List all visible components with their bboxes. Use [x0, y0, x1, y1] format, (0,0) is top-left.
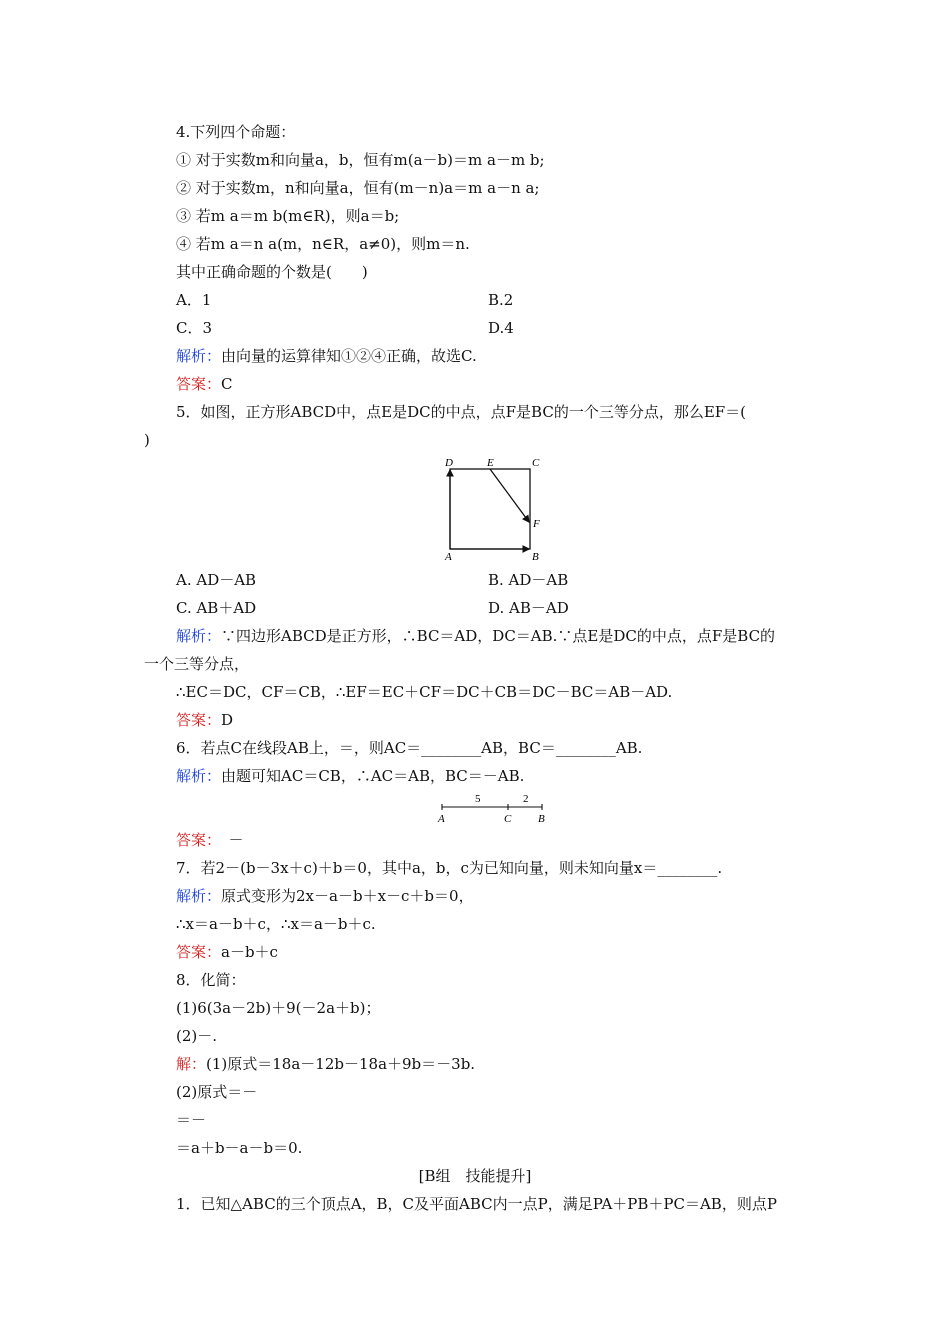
q8-stem: 8．化简：	[176, 971, 246, 989]
q4-item-4: ④ 若m a＝n a(m，n∈R，a≠0)，则m＝n.	[176, 235, 470, 253]
analysis-text: ∵四边形ABCD是正方形，∴BC＝AD，DC＝AB.∵点E是DC的中点，点F是BC的	[221, 627, 776, 645]
q8-solution4: ＝a＋b－a－b＝0.	[176, 1139, 303, 1157]
q8-solution3: ＝－	[176, 1111, 207, 1129]
q5-analysis-line2: 一个三等分点，	[144, 655, 250, 673]
label-A: A	[438, 813, 445, 825]
answer-text: －	[213, 831, 244, 849]
answer-label: 答案：	[176, 943, 222, 961]
q7-stem: 7．若2－(b－3x＋c)＋b＝0，其中a，b，c为已知向量，则未知向量x＝________.	[176, 859, 723, 877]
label-B: B	[538, 813, 545, 825]
q5-square-figure	[436, 455, 548, 563]
q4-option-c: C．3	[176, 319, 213, 337]
answer-text: D	[221, 711, 234, 729]
q6-answer	[176, 830, 244, 850]
label-B: B	[532, 551, 539, 563]
label-C: C	[532, 457, 540, 469]
answer-text: a－b＋c	[221, 943, 278, 961]
q8-part1: (1)6(3a－2b)＋9(－2a＋b)；	[176, 999, 381, 1017]
q6-segment-figure	[432, 790, 552, 826]
q8-solution2: (2)原式＝－	[176, 1083, 258, 1101]
q4-stem: 4.下列四个命题：	[176, 123, 296, 141]
answer-label: 答案：	[176, 831, 214, 849]
answer-label: 答案：	[176, 375, 222, 393]
q6-stem: 6．若点C在线段AB上，＝，则AC＝________AB，BC＝________AB.	[176, 739, 643, 757]
q4-item-1: ① 对于实数m和向量a，b，恒有m(a－b)＝m a－m b;	[176, 151, 545, 169]
b1-stem: 1．已知△ABC的三个顶点A，B，C及平面ABC内一点P，满足PA＋PB＋PC＝AB，则点P	[176, 1195, 777, 1213]
q7-answer	[176, 942, 278, 962]
q4-option-b: B.2	[488, 291, 514, 309]
answer-text: C	[221, 375, 233, 393]
label-E: E	[487, 457, 494, 469]
q5-option-d: D. AB－AD	[488, 599, 569, 617]
q5-option-a: A. AD－AB	[176, 571, 257, 589]
analysis-text: 由向量的运算律知①②④正确，故选C.	[221, 347, 477, 365]
q5-option-b: B. AD－AB	[488, 571, 569, 589]
q5-analysis-line1	[176, 626, 775, 646]
label-F: F	[533, 518, 540, 530]
q5-stem-line2: )	[144, 431, 150, 449]
vector-EF	[490, 469, 529, 522]
analysis-label: 解析：	[176, 347, 222, 365]
q5-stem-line1: 5．如图，正方形ABCD中，点E是DC的中点，点F是BC的一个三等分点，那么EF＝(	[176, 403, 747, 421]
q5-option-c: C. AB＋AD	[176, 599, 257, 617]
q4-item-3: ③ 若m a＝m b(m∈R)，则a＝b;	[176, 207, 400, 225]
q4-option-d: D.4	[488, 319, 514, 337]
q8-solution1	[176, 1054, 475, 1074]
q4-analysis	[176, 346, 477, 366]
solution-label: 解：	[176, 1055, 207, 1073]
answer-label: 答案：	[176, 711, 222, 729]
label-C: C	[504, 813, 512, 825]
q4-item-2: ② 对于实数m，n和向量a，恒有(m－n)a＝m a－n a;	[176, 179, 540, 197]
q7-analysis	[176, 886, 474, 906]
q4-answer	[176, 374, 233, 394]
square-ABCD	[450, 469, 530, 549]
q8-part2: (2)－.	[176, 1027, 218, 1045]
label-D: D	[445, 457, 453, 469]
q4-option-a: A．1	[176, 291, 212, 309]
length-CB: 2	[523, 793, 529, 805]
q4-ask: 其中正确命题的个数是( )	[176, 263, 368, 281]
analysis-label: 解析：	[176, 767, 222, 785]
q7-analysis-line2: ∴x＝a－b＋c，∴x＝a－b＋c.	[176, 915, 376, 933]
section-heading: [B组 技能提升]	[418, 1167, 532, 1185]
analysis-text: 原式变形为2x－a－b＋x－c＋b＝0，	[221, 887, 474, 905]
label-A: A	[445, 551, 452, 563]
q5-answer	[176, 710, 233, 730]
length-AC: 5	[475, 793, 481, 805]
analysis-label: 解析：	[176, 627, 222, 645]
analysis-label: 解析：	[176, 887, 222, 905]
q5-analysis-line3: ∴EC＝DC，CF＝CB，∴EF＝EC＋CF＝DC＋CB＝DC－BC＝AB－AD.	[176, 683, 673, 701]
q6-analysis	[176, 766, 524, 786]
solution-text: (1)原式＝18a－12b－18a＋9b＝－3b.	[206, 1055, 476, 1073]
analysis-text: 由题可知AC＝CB，∴AC＝AB，BC＝－AB.	[221, 767, 525, 785]
